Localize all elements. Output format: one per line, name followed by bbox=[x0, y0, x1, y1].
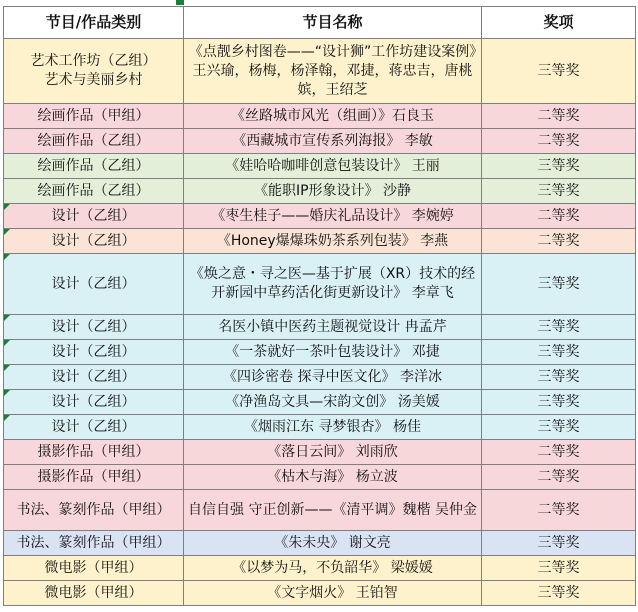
header-title: 节目名称 bbox=[184, 7, 482, 39]
row-award: 二等奖 bbox=[482, 490, 636, 531]
table-row bbox=[4, 440, 636, 465]
row-category: 摄影作品（甲组） bbox=[4, 440, 184, 465]
row-title: 《西藏城市宣传系列海报》 李敏 bbox=[184, 129, 482, 154]
row-award: 二等奖 bbox=[482, 129, 636, 154]
row-title: 《枣生桂子——婚庆礼品设计》 李婉婷 bbox=[184, 204, 482, 229]
table-row bbox=[4, 154, 636, 179]
row-award: 二等奖 bbox=[482, 104, 636, 129]
row-award: 三等奖 bbox=[482, 556, 636, 581]
row-category: 绘画作品（甲组） bbox=[4, 104, 184, 129]
row-award: 二等奖 bbox=[482, 204, 636, 229]
row-title: 《净渔岛文具—宋韵文创》 汤美媛 bbox=[184, 390, 482, 415]
row-category: 设计（乙组） bbox=[4, 415, 184, 440]
row-title: 《朱未央》 谢文亮 bbox=[184, 531, 482, 556]
row-award: 二等奖 bbox=[482, 465, 636, 490]
row-category: 微电影（甲组） bbox=[4, 581, 184, 606]
row-category: 书法、篆刻作品（甲组） bbox=[4, 490, 184, 531]
row-title: 《丝路城市风光（组画）》石良玉 bbox=[184, 104, 482, 129]
row-award: 三等奖 bbox=[482, 365, 636, 390]
table-row bbox=[4, 365, 636, 390]
header-award: 奖项 bbox=[482, 7, 636, 39]
row-award: 三等奖 bbox=[482, 390, 636, 415]
row-title: 名医小镇中医药主题视觉设计 冉孟芹 bbox=[184, 315, 482, 340]
row-title: 《焕之意・寻之医—基于扩展（XR）技术的经开新园中草药活化街更新设计》 李章飞 bbox=[184, 254, 482, 315]
awards-table bbox=[3, 6, 636, 606]
row-category: 设计（乙组） bbox=[4, 204, 184, 229]
category-text: 艺术工作坊（乙组） 艺术与美丽乡村 bbox=[30, 53, 157, 88]
table-row bbox=[4, 490, 636, 531]
table-row bbox=[4, 204, 636, 229]
table-row bbox=[4, 556, 636, 581]
row-award: 三等奖 bbox=[482, 581, 636, 606]
row-category: 微电影（甲组） bbox=[4, 556, 184, 581]
cell-marker bbox=[176, 0, 184, 5]
table-row bbox=[4, 531, 636, 556]
row-category: 绘画作品（乙组） bbox=[4, 154, 184, 179]
row-title: 《Honey爆爆珠奶茶系列包装》 李燕 bbox=[184, 229, 482, 254]
row-title bbox=[184, 39, 482, 104]
row-title: 《枯木与海》 杨立波 bbox=[184, 465, 482, 490]
table-row bbox=[4, 179, 636, 204]
row-title: 《一茶就好一茶叶包装设计》 邓捷 bbox=[184, 340, 482, 365]
row-award: 二等奖 bbox=[482, 440, 636, 465]
header-row bbox=[4, 7, 636, 39]
row-award: 三等奖 bbox=[482, 531, 636, 556]
row-category: 设计（乙组） bbox=[4, 365, 184, 390]
table-row bbox=[4, 254, 636, 315]
row-title: 《以梦为马，不负韶华》 梁媛媛 bbox=[184, 556, 482, 581]
table-row bbox=[4, 390, 636, 415]
row-category: 摄影作品（甲组） bbox=[4, 465, 184, 490]
row-category: 设计（乙组） bbox=[4, 315, 184, 340]
row-title: 《落日云间》 刘雨欣 bbox=[184, 440, 482, 465]
row-award: 三等奖 bbox=[482, 254, 636, 315]
table-row bbox=[4, 415, 636, 440]
row-category: 设计（乙组） bbox=[4, 229, 184, 254]
row-title: 《文字烟火》 王铂智 bbox=[184, 581, 482, 606]
row-award: 三等奖 bbox=[482, 415, 636, 440]
row-category: 设计（乙组） bbox=[4, 340, 184, 365]
table-row bbox=[4, 465, 636, 490]
table-row bbox=[4, 315, 636, 340]
table-row bbox=[4, 129, 636, 154]
row-award: 二等奖 bbox=[482, 229, 636, 254]
row-award: 三等奖 bbox=[482, 340, 636, 365]
table-row bbox=[4, 229, 636, 254]
row-award: 三等奖 bbox=[482, 39, 636, 104]
row-category bbox=[4, 39, 184, 104]
row-category: 设计（乙组） bbox=[4, 390, 184, 415]
row-category: 绘画作品（乙组） bbox=[4, 179, 184, 204]
row-title: 《能职IP形象设计》 沙静 bbox=[184, 179, 482, 204]
row-title: 自信自强 守正创新——《清平调》魏楷 吴仲金 bbox=[184, 490, 482, 531]
row-category: 绘画作品（乙组） bbox=[4, 129, 184, 154]
table-row bbox=[4, 104, 636, 129]
row-category: 书法、篆刻作品（甲组） bbox=[4, 531, 184, 556]
row-title: 《娃哈哈咖啡创意包装设计》 王丽 bbox=[184, 154, 482, 179]
row-award: 三等奖 bbox=[482, 179, 636, 204]
table-row bbox=[4, 340, 636, 365]
row-category: 设计（乙组） bbox=[4, 254, 184, 315]
title-text: 《点靓乡村图卷——“设计狮”工作坊建设案例》王兴瑜，杨梅，杨泽翰，邓捷，蒋忠吉，唐桃嫔，王绍芝 bbox=[188, 43, 477, 98]
row-title: 《四诊密卷 探寻中医文化》 李洋冰 bbox=[184, 365, 482, 390]
header-category: 节目/作品类别 bbox=[4, 7, 184, 39]
table-row bbox=[4, 581, 636, 606]
row-award: 三等奖 bbox=[482, 315, 636, 340]
row-title: 《烟雨江东 寻梦银杏》 杨佳 bbox=[184, 415, 482, 440]
table-row bbox=[4, 39, 636, 104]
row-award: 三等奖 bbox=[482, 154, 636, 179]
